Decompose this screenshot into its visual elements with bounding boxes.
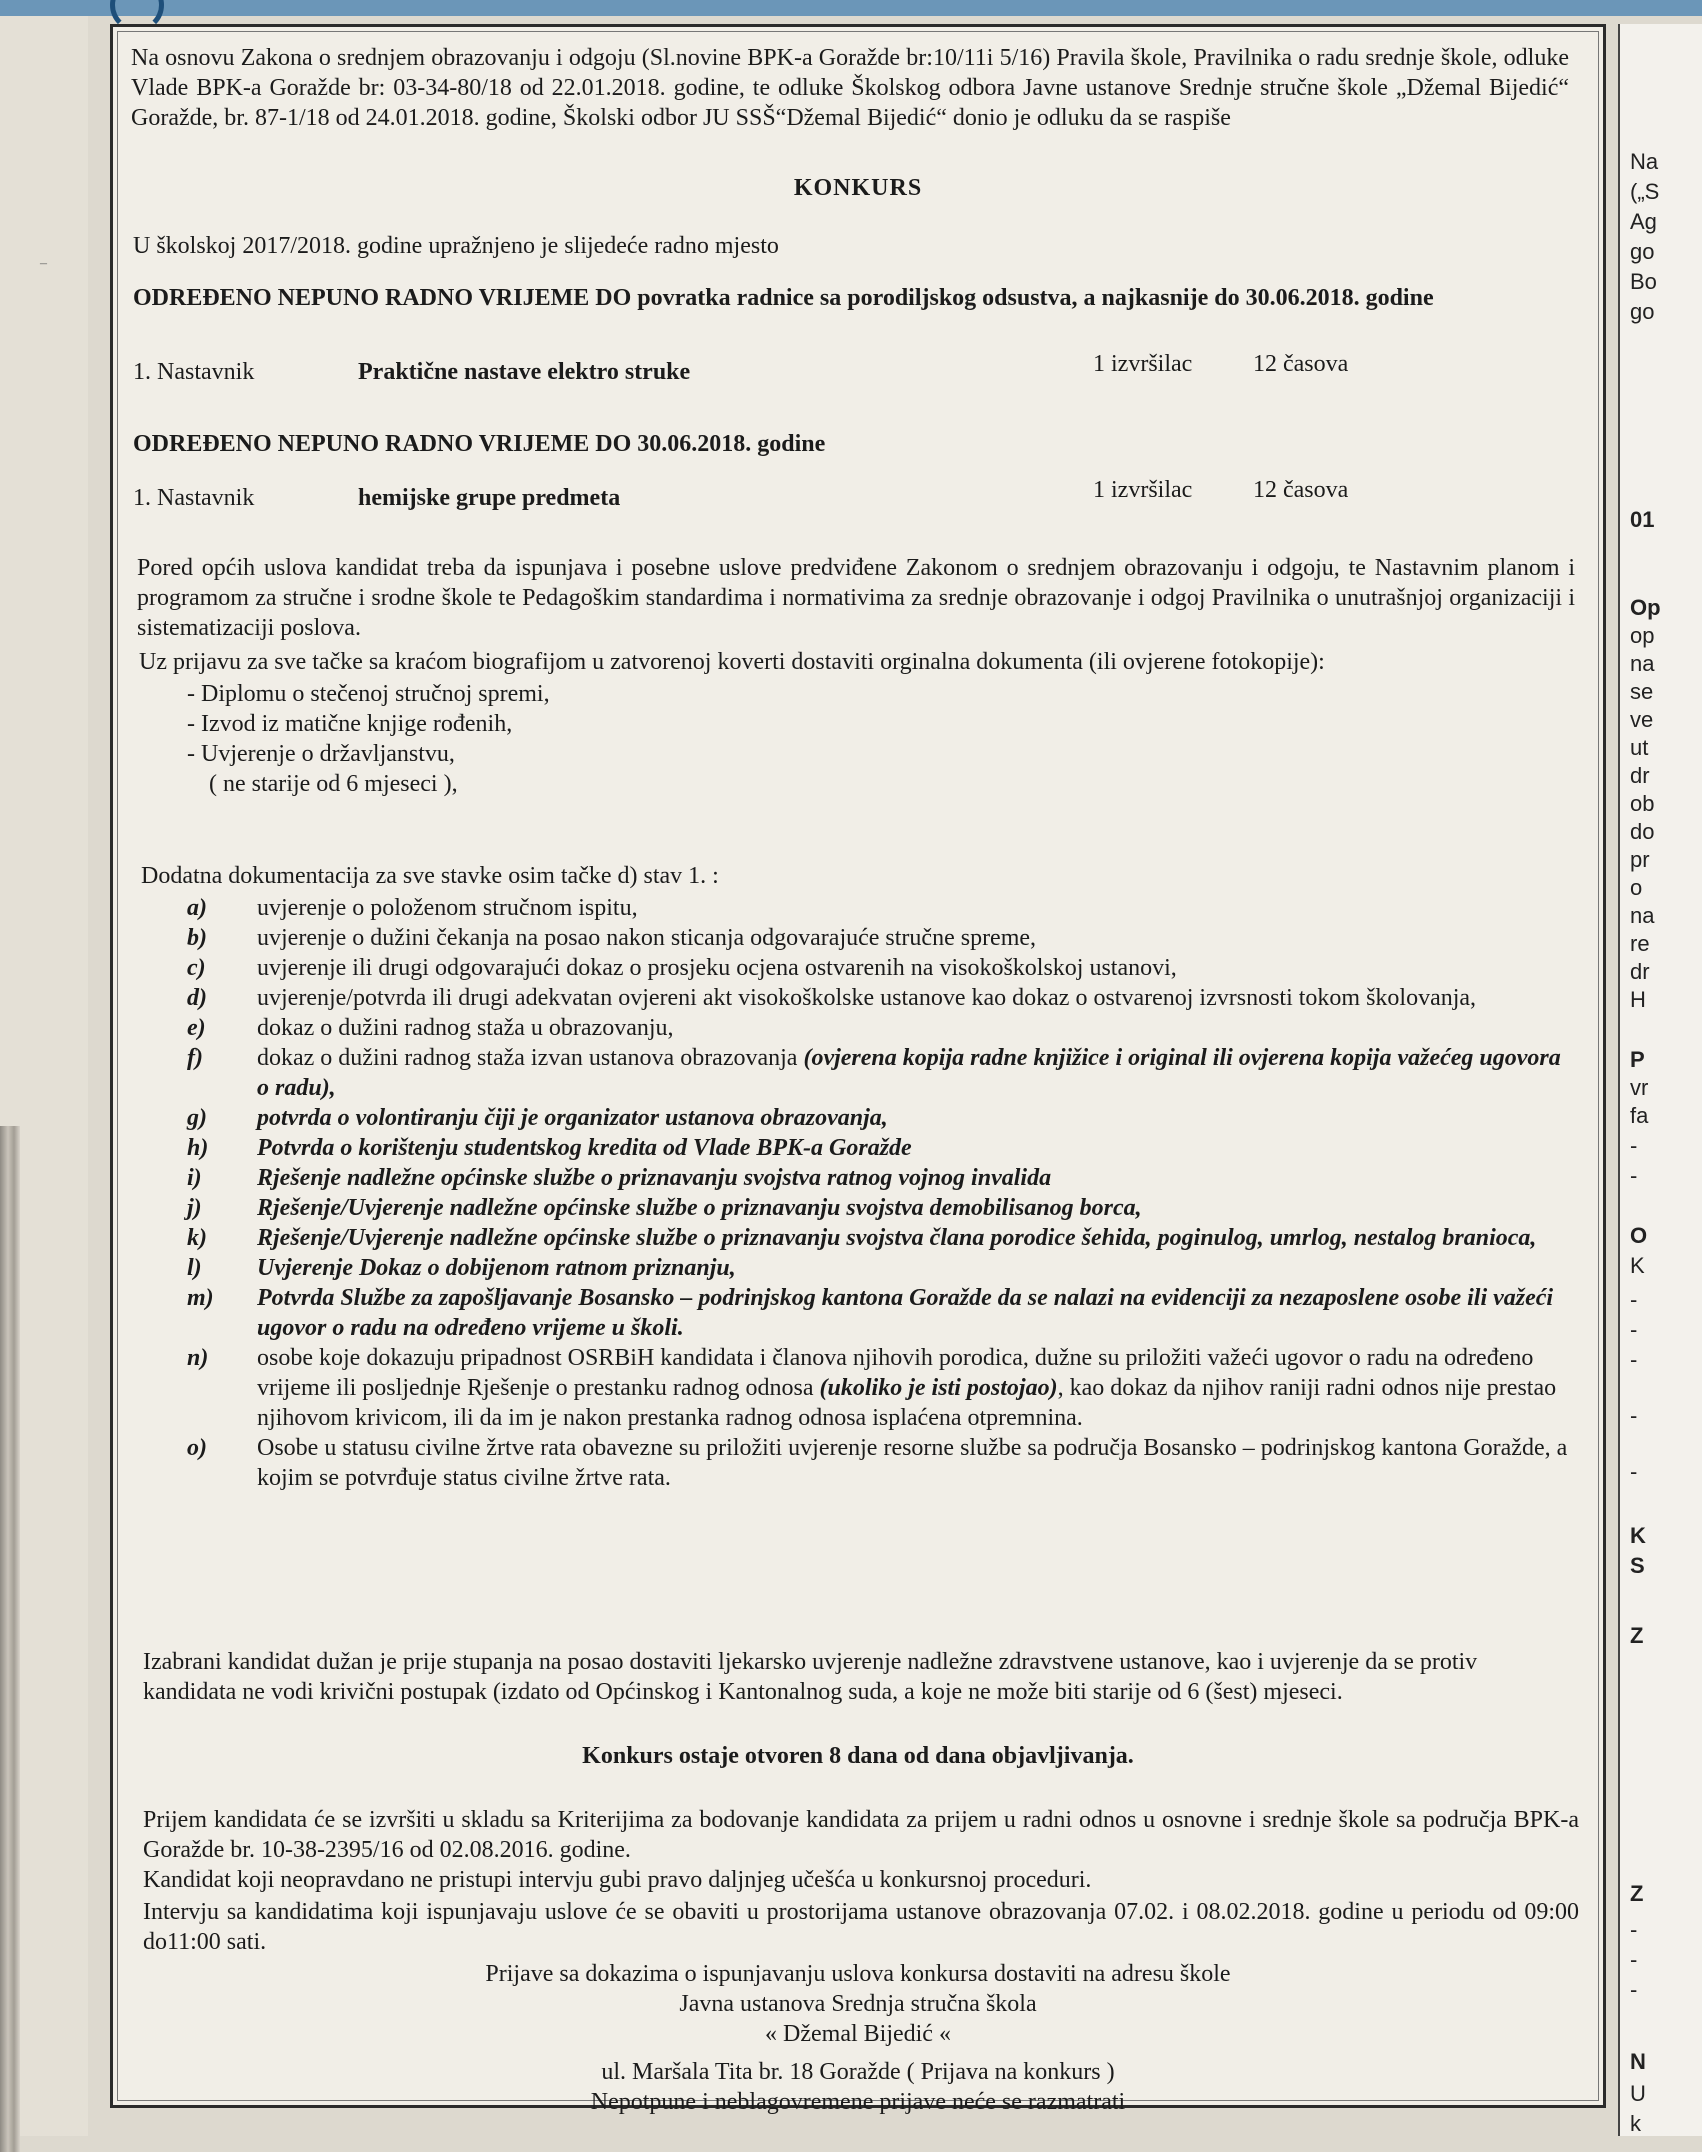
photo-edge-strip bbox=[0, 1126, 20, 2152]
position-2-subject: hemijske grupe predmeta bbox=[358, 485, 621, 511]
right-column-text: - bbox=[1630, 1317, 1638, 1342]
position-1-subject: Praktične nastave elektro struke bbox=[358, 359, 691, 385]
right-column-text: - bbox=[1630, 1347, 1638, 1372]
left-margin bbox=[0, 16, 88, 2136]
right-column-text: K bbox=[1630, 1253, 1645, 1278]
right-column-text: Z bbox=[1630, 1881, 1644, 1906]
right-column-text: se bbox=[1630, 679, 1654, 704]
right-column-text: O bbox=[1630, 1223, 1648, 1248]
right-column-text: S bbox=[1630, 1553, 1645, 1578]
list-item: n) osobe koje dokazuju pripadnost OSRBiH kandidata i članova njihovih porodica, dužne su priložiti važeći ugovor o radu na određeno vrijeme ili posljednje Rješenje o prestanku radnog odnosa (ukoliko je isti postojao), kao dokaz da njihov raniji radni odnos nije prestao njihovom krivicom, ili da im je nakon prestanka radnog odnosa isplaćena otpremnina. bbox=[187, 1345, 1557, 1431]
documents-list-item: - Izvod iz matične knjige rođenih, bbox=[187, 711, 513, 737]
right-column-text: do bbox=[1630, 819, 1655, 844]
right-column-text: na bbox=[1630, 903, 1655, 928]
list-item: g) potvrda o volontiranju čiji je organizator ustanova obrazovanja, bbox=[187, 1105, 888, 1131]
right-column-text: N bbox=[1630, 2049, 1646, 2074]
medical-paragraph: Izabrani kandidat dužan je prije stupanja na posao dostaviti ljekarsko uvjerenje nadležne zdravstvene ustanove, kao i uvjerenje da se protiv kandidata ne vodi krivični postupak (izdato od Općinskog i Kantonalnog suda, a koje ne može biti starije od 6 (šest) mjeseci. bbox=[143, 1649, 1478, 1705]
interview-paragraph: Intervju sa kandidatima koji ispunjavaju uslove će se obaviti u prostorijama ustanove obrazovanja 07.02. i 08.02.2018. godine u periodu od 09:00 do11:00 sati. bbox=[143, 1899, 1579, 1955]
documents-list-item: - Diplomu o stečenoj stručnoj spremi, bbox=[187, 681, 550, 707]
right-column-text: na bbox=[1630, 651, 1655, 676]
right-column-text: („S bbox=[1630, 179, 1660, 204]
list-item: j) Rješenje/Uvjerenje nadležne općinske službe o priznavanju svojstva demobilisanog borca, bbox=[187, 1195, 1142, 1221]
position-1-executors: 1 izvršilac bbox=[1093, 351, 1193, 377]
list-item: o) Osobe u statusu civilne žrtve rata obavezne su priložiti uvjerenje resorne službe sa područja Bosansko – podrinjskog kantona Goražde, a kojim se potvrđuje status civilne žrtve rata. bbox=[187, 1435, 1568, 1491]
right-column-text: - bbox=[1630, 1287, 1638, 1312]
list-item: f) dokaz o dužini radnog staža izvan ustanova obrazovanja (ovjerena kopija radne knjižice i original ili ovjerena kopija važećeg ugovora o radu), bbox=[187, 1045, 1561, 1101]
documents-intro: Uz prijavu za sve tačke sa kraćom biografijom u zatvorenoj koverti dostaviti orginalna dokumenta (ili ovjerene fotokopije): bbox=[139, 649, 1325, 675]
list-item: h) Potvrda o korištenju studentskog kredita od Vlade BPK-a Goražde bbox=[187, 1135, 912, 1161]
notice-content bbox=[127, 35, 1589, 2115]
vacancy-line: U školskoj 2017/2018. godine upražnjeno je slijedeće radno mjesto bbox=[133, 233, 779, 259]
right-column-text: op bbox=[1630, 623, 1655, 648]
list-item: k) Rješenje/Uvjerenje nadležne općinske službe o priznavanju svojstva člana porodice šehida, poginulog, umrlog, nestalog branioca, bbox=[187, 1225, 1537, 1251]
position-2-heading: ODREĐENO NEPUNO RADNO VRIJEME DO 30.06.2018. godine bbox=[133, 431, 826, 457]
interview-note: Kandidat koji neopravdano ne pristupi intervju gubi pravo daljnjeg učešća u konkursnoj proceduri. bbox=[143, 1867, 1092, 1893]
documents-list bbox=[149, 679, 1589, 799]
notice-title: KONKURS bbox=[793, 175, 923, 201]
extra-docs-list bbox=[127, 893, 1575, 1493]
documents-list-item: ( ne starije od 6 mjeseci ), bbox=[209, 771, 458, 797]
documents-list-item: - Uvjerenje o državljanstvu, bbox=[187, 741, 455, 767]
list-item: m) Potvrda Službe za zapošljavanje Bosansko – podrinjskog kantona Goražde da se nalazi na evidenciji za nezaposlene osobe ili važeći ugovor o radu na određeno vrijeme u školi. bbox=[187, 1285, 1554, 1341]
position-2-hours: 12 časova bbox=[1253, 477, 1349, 503]
right-column-text: - bbox=[1630, 1977, 1638, 2002]
right-column-text: go bbox=[1630, 239, 1655, 264]
right-column-text: Op bbox=[1630, 595, 1661, 620]
right-column-text: H bbox=[1630, 987, 1646, 1012]
list-item: i) Rješenje nadležne općinske službe o priznavanju svojstva ratnog vojnog invalida bbox=[187, 1165, 1052, 1191]
address-block bbox=[127, 1959, 1589, 2117]
right-column-text: vr bbox=[1630, 1075, 1649, 1100]
address-line: Javna ustanova Srednja stručna škola bbox=[679, 1991, 1037, 2017]
right-column-fragment bbox=[1618, 24, 1702, 2136]
list-item: d) uvjerenje/potvrda ili drugi adekvatan ovjereni akt visokoškolske ustanove kao dokaz o ostvarenoj izvrsnosti tokom školovanja, bbox=[187, 985, 1477, 1011]
right-column-text: U bbox=[1630, 2081, 1646, 2106]
right-column-text: o bbox=[1630, 875, 1643, 900]
list-item: c) uvjerenje ili drugi odgovarajući dokaz o prosjeku ocjena ostvarenih na visokoškolskoj ustanovi, bbox=[187, 955, 1177, 981]
right-column-text: ve bbox=[1630, 707, 1654, 732]
right-column-text: fa bbox=[1630, 1103, 1649, 1128]
right-column-text: - bbox=[1630, 1403, 1638, 1428]
right-column-text: - bbox=[1630, 1133, 1638, 1158]
right-column-text: dr bbox=[1630, 763, 1650, 788]
list-item: a) uvjerenje o položenom stručnom ispitu, bbox=[187, 895, 638, 921]
address-line: ul. Maršala Tita br. 18 Goražde ( Prijava na konkurs ) bbox=[601, 2059, 1115, 2085]
right-column-text: - bbox=[1630, 1917, 1638, 1942]
right-column-text: Bo bbox=[1630, 269, 1657, 294]
address-line: Prijave sa dokazima o ispunjavanju uslova konkursa dostaviti na adresu škole bbox=[485, 1961, 1231, 1987]
right-column-text: re bbox=[1630, 931, 1650, 956]
right-column-text: Na bbox=[1630, 149, 1659, 174]
right-column-text: 01 bbox=[1630, 507, 1655, 532]
position-1-row bbox=[133, 351, 1589, 389]
right-column-text: Z bbox=[1630, 1623, 1644, 1648]
extra-docs-intro: Dodatna dokumentacija za sve stavke osim tačke d) stav 1. : bbox=[141, 863, 719, 889]
right-column-text: P bbox=[1630, 1047, 1645, 1072]
list-item: l) Uvjerenje Dokaz o dobijenom ratnom priznanju, bbox=[187, 1255, 736, 1281]
position-2-number: 1. Nastavnik bbox=[133, 485, 255, 511]
position-1-hours: 12 časova bbox=[1253, 351, 1349, 377]
right-column-text: ut bbox=[1630, 735, 1649, 760]
position-2-executors: 1 izvršilac bbox=[1093, 477, 1193, 503]
top-color-band bbox=[0, 0, 1702, 16]
open-notice: Konkurs ostaje otvoren 8 dana od dana objavljivanja. bbox=[582, 1743, 1134, 1769]
right-column-text: Ag bbox=[1630, 209, 1657, 234]
job-notice-box bbox=[110, 24, 1606, 2115]
right-column-text: dr bbox=[1630, 959, 1650, 984]
right-column-text: pr bbox=[1630, 847, 1650, 872]
position-1-heading: ODREĐENO NEPUNO RADNO VRIJEME DO povratka radnice sa porodiljskog odsustva, a najkasnije do 30.06.2018. godine bbox=[133, 285, 1434, 311]
right-column-text: K bbox=[1630, 1523, 1646, 1548]
address-line: « Džemal Bijedić « bbox=[765, 2021, 951, 2047]
right-column-text: - bbox=[1630, 1947, 1638, 1972]
right-column-text: - bbox=[1630, 1459, 1638, 1484]
list-item: b) uvjerenje o dužini čekanja na posao nakon sticanja odgovarajuće stručne spreme, bbox=[187, 925, 1037, 951]
right-column-text: k bbox=[1630, 2111, 1641, 2136]
address-line: Nepotpune i neblagovremene prijave neće se razmatrati bbox=[590, 2089, 1126, 2115]
right-column-text: ob bbox=[1630, 791, 1655, 816]
criteria-paragraph: Prijem kandidata će se izvršiti u skladu sa Kriterijima za bodovanje kandidata za prijem u radni odnos u osnovne i srednje škole sa područja BPK-a Goražde br. 10-38-2395/16 od 02.08.2016. godine. bbox=[143, 1807, 1579, 1863]
conditions-paragraph: Pored općih uslova kandidat treba da ispunjava i posebne uslove predviđene Zakonom o srednjem obrazovanju i odgoju, te Nastavnim planom i programom za stručne i srodne škole te Pedagoškim standardima i normativima za srednje obrazovanje i odgoj Pravilnika o unutrašnjoj organizaciji i sistematizaciji poslova. bbox=[137, 555, 1575, 641]
right-column-text: - bbox=[1630, 1163, 1638, 1188]
list-item: e) dokaz o dužini radnog staža u obrazovanju, bbox=[187, 1015, 674, 1041]
right-column-text: go bbox=[1630, 299, 1655, 324]
intro-paragraph: Na osnovu Zakona o srednjem obrazovanju i odgoju (Sl.novine BPK-a Goražde br:10/11i 5/16) Pravila škole, Pravilnika o radu srednje škole, odluke Vlade BPK-a Goražde br: 03-34-80/18 od 22.01.2018. godine, te odluke Školskog odbora Javne ustanove Srednje stručne škole „Džemal Bijedić“ Goražde, br. 87-1/18 od 24.01.2018. godine, Školski odbor JU SSŠ“Džemal Bijedić“ donio je odluku da se raspiše bbox=[131, 45, 1569, 131]
position-1-number: 1. Nastavnik bbox=[133, 359, 255, 385]
margin-dash-icon: – bbox=[40, 256, 47, 271]
position-2-row bbox=[133, 477, 1589, 515]
